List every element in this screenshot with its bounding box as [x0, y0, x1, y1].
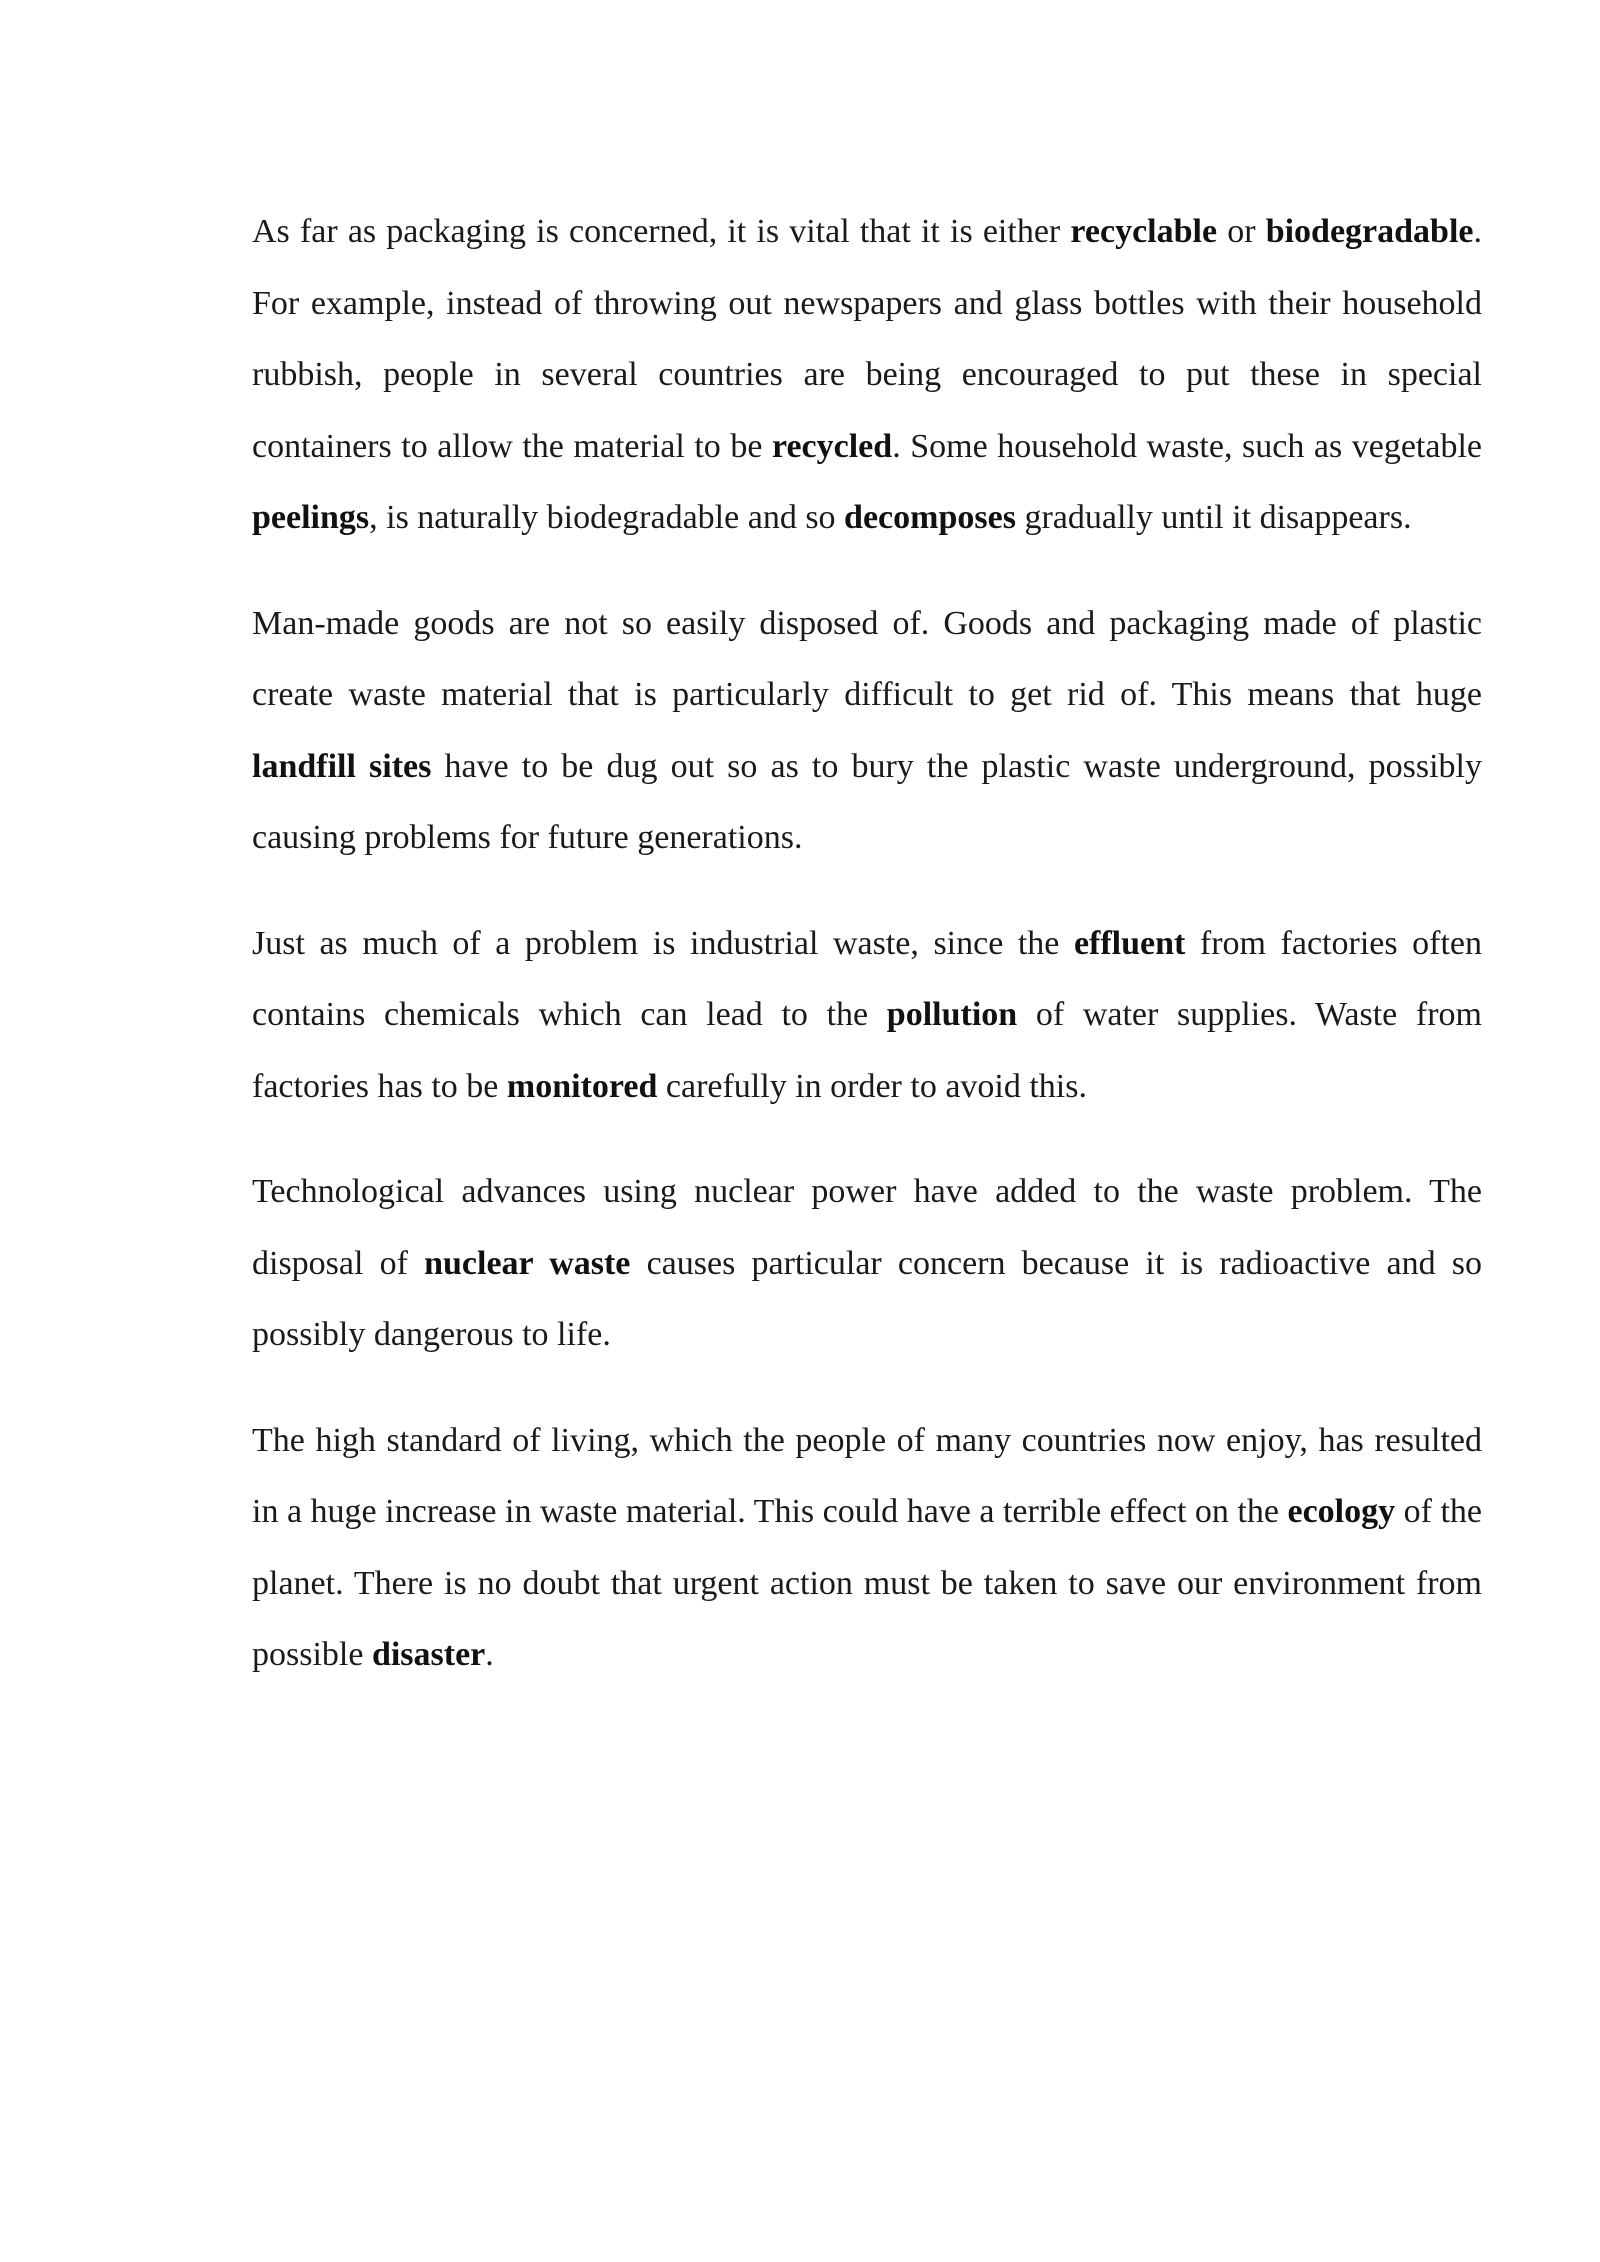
text-segment: The high standard of living, which the people of many countries now enjoy, has resulted in a huge increase in waste material. This could have a terrible effect on the — [252, 1421, 1482, 1530]
text-segment: , is naturally biodegradable and so — [369, 499, 845, 536]
paragraph-3 — [252, 908, 1482, 1123]
bold-term: recyclable — [1070, 213, 1218, 250]
text-segment: of the planet. There is no doubt that urgent action must be taken to save our environment from possible — [252, 1493, 1483, 1673]
text-segment: gradually until it disappears. — [1015, 499, 1412, 536]
text-segment: Technological advances using nuclear power have added to the waste problem. The disposal of — [252, 1173, 1482, 1282]
paragraph-5 — [252, 1405, 1482, 1691]
text-segment: Just as much of a problem is industrial waste, since the — [252, 924, 1074, 962]
paragraph-4 — [252, 1156, 1482, 1371]
bold-term: monitored — [506, 1067, 658, 1105]
bold-term: effluent — [1073, 924, 1186, 962]
text-segment: carefully in order to avoid this. — [657, 1067, 1087, 1105]
paragraph-1 — [252, 196, 1482, 554]
text-segment: have to be dug out so as to bury the plastic waste underground, possibly causing problems for future generations. — [252, 747, 1482, 856]
text-segment: of water supplies. Waste from factories has to be — [252, 996, 1482, 1105]
text-segment: . For example, instead of throwing out newspapers and glass bottles with their household rubbish, people in several countries are being encouraged to put these in special containers to allow the material to be — [252, 213, 1483, 465]
document-body — [252, 196, 1482, 1725]
text-segment: . Some household waste, such as vegetable — [892, 427, 1482, 465]
text-segment: causes particular concern because it is radioactive and so possibly dangerous to life. — [252, 1244, 1482, 1353]
bold-term: peelings — [252, 499, 370, 536]
text-segment: . — [485, 1636, 494, 1673]
bold-term: decomposes — [844, 499, 1016, 536]
text-segment: or — [1217, 213, 1266, 250]
text-segment: Man-made goods are not so easily disposed of. Goods and packaging made of plastic create waste material that is particularly difficult to get rid of. This means that huge — [252, 604, 1482, 713]
text-segment: As far as packaging is concerned, it is vital that it is either — [252, 213, 1071, 250]
bold-term: landfill sites — [252, 747, 432, 785]
bold-term: disaster — [371, 1636, 486, 1673]
bold-term: ecology — [1287, 1493, 1396, 1530]
bold-term: recycled — [771, 427, 893, 465]
bold-term: biodegradable — [1265, 213, 1474, 250]
text-segment: from factories often contains chemicals which can lead to the — [252, 924, 1482, 1033]
paragraph-2 — [252, 588, 1482, 874]
bold-term: nuclear waste — [424, 1244, 631, 1282]
bold-term: pollution — [886, 996, 1018, 1033]
